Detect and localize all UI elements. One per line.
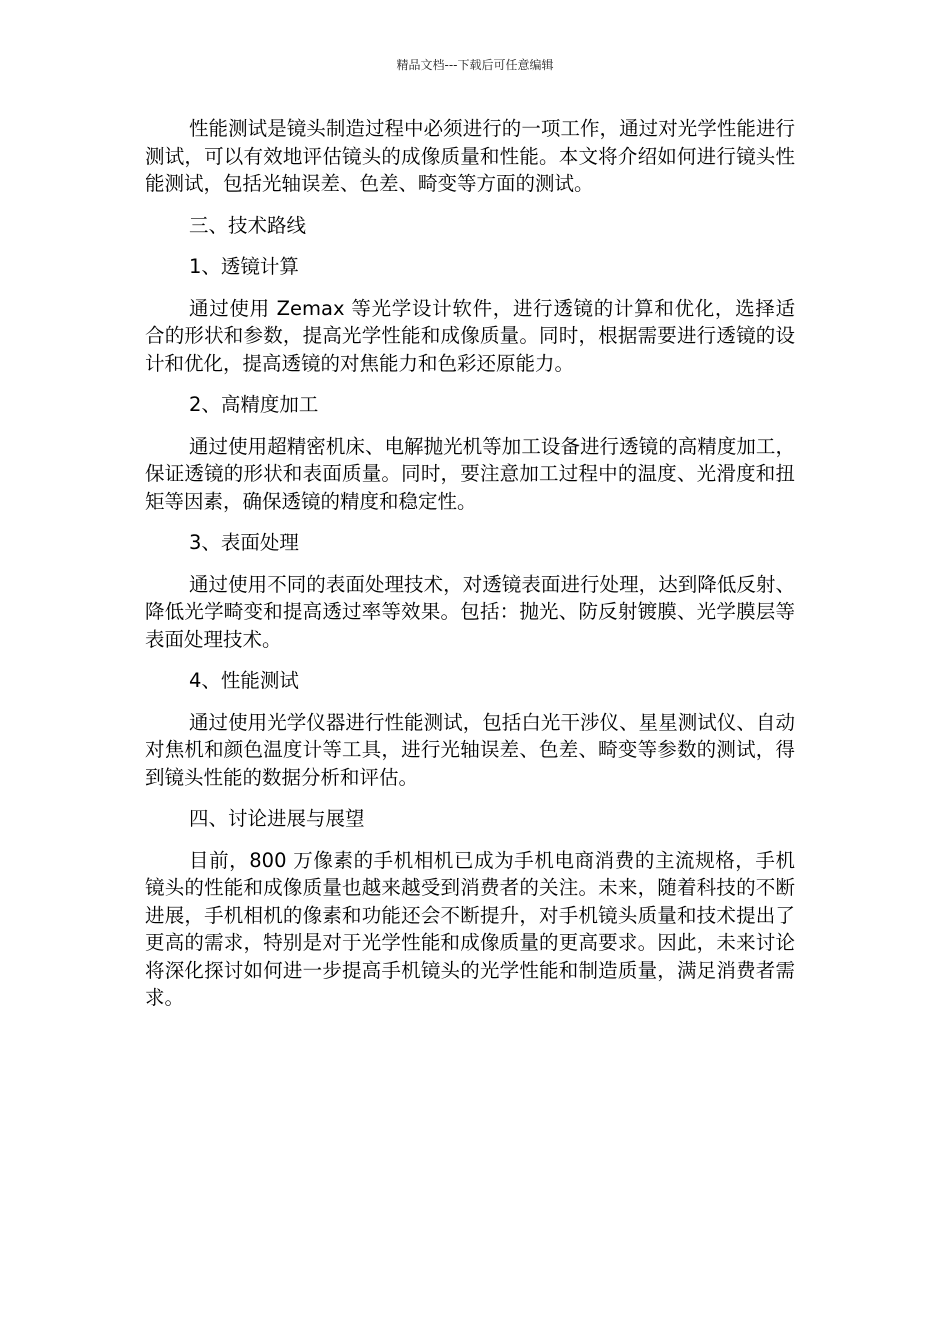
discussion-paragraph: 目前，800 万像素的手机相机已成为手机电商消费的主流规格，手机镜头的性能和成像质量也越来越受到消费者的关注。未来，随着科技的不断进展，手机相机的像素和功能还会不断提升，对手机镜头质量和技术提出了更高的需求，特别是对于光学性能和成像质量的更高要求。因此，未来讨论将深化探讨如何进一步提高手机镜头的光学性能和制造质量，满足消费者需求。 (145, 848, 795, 1009)
intro-paragraph: 性能测试是镜头制造过程中必须进行的一项工作，通过对光学性能进行测试，可以有效地评估镜头的成像质量和性能。本文将介绍如何进行镜头性能测试，包括光轴误差、色差、畸变等方面的测试。 (145, 117, 795, 195)
document-body (145, 115, 795, 1012)
subheading-precision-machining: 2、高精度加工 (189, 393, 319, 416)
lens-calculation-paragraph: 通过使用 Zemax 等光学设计软件，进行透镜的计算和优化，选择适合的形状和参数，提高光学性能和成像质量。同时，根据需要进行透镜的设计和优化，提高透镜的对焦能力和色彩还原能力。 (145, 296, 795, 375)
page-header: 精品文档---下载后可任意编辑 (396, 58, 554, 72)
section-heading-technical-route: 三、技术路线 (189, 213, 307, 237)
subheading-lens-calculation: 1、透镜计算 (189, 255, 299, 278)
surface-treatment-paragraph: 通过使用不同的表面处理技术，对透镜表面进行处理，达到降低反射、降低光学畸变和提高透过率等效果。包括：抛光、防反射镀膜、光学膜层等表面处理技术。 (145, 572, 795, 651)
section-heading-discussion: 四、讨论进展与展望 (189, 807, 365, 830)
subheading-performance-test: 4、性能测试 (189, 669, 299, 692)
performance-test-paragraph: 通过使用光学仪器进行性能测试，包括白光干涉仪、星星测试仪、自动对焦机和颜色温度计等工具，进行光轴误差、色差、畸变等参数的测试，得到镜头性能的数据分析和评估。 (145, 710, 795, 789)
precision-machining-paragraph: 通过使用超精密机床、电解抛光机等加工设备进行透镜的高精度加工，保证透镜的形状和表面质量。同时，要注意加工过程中的温度、光滑度和扭矩等因素，确保透镜的精度和稳定性。 (145, 434, 795, 513)
subheading-surface-treatment: 3、表面处理 (189, 531, 299, 554)
